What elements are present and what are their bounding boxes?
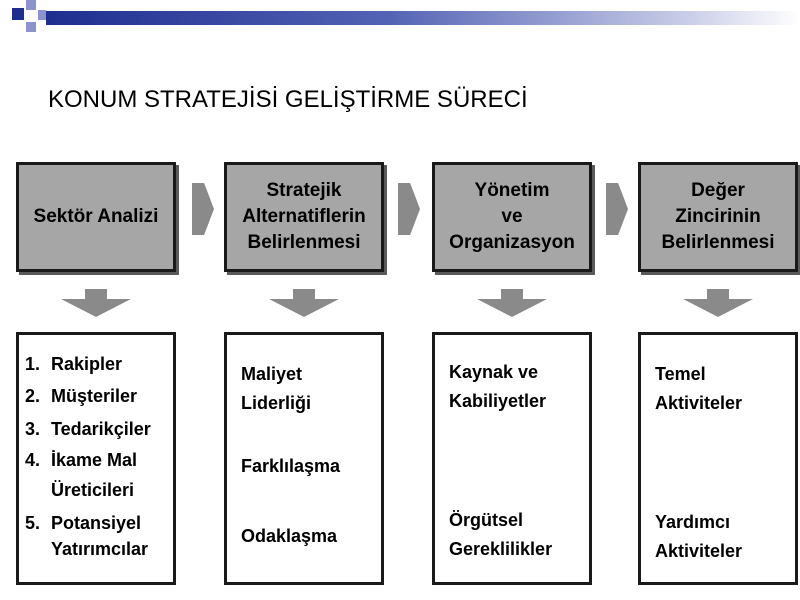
stage-heading-line: Değer bbox=[691, 180, 745, 202]
right-arrow-icon bbox=[398, 183, 420, 235]
detail-item-text: Liderliği bbox=[241, 393, 312, 414]
stage-heading-line: Organizasyon bbox=[449, 231, 575, 253]
list-item-number: 2. bbox=[25, 386, 41, 406]
detail-item-text: Kaynak ve bbox=[449, 362, 539, 382]
detail-item-text: Farklılaşma bbox=[241, 456, 341, 476]
list-item-text: Potansiyel bbox=[51, 513, 142, 533]
stage-heading-line: Sektör Analizi bbox=[33, 206, 159, 228]
stage-2-detail-box bbox=[224, 332, 384, 585]
stage-3-detail-box bbox=[432, 332, 592, 585]
detail-item-text: Odaklaşma bbox=[241, 526, 338, 546]
list-item bbox=[25, 512, 141, 535]
detail-item-text: Aktiviteler bbox=[655, 541, 743, 562]
stage-2-heading-box bbox=[224, 162, 384, 272]
detail-item-text: Gereklilikler bbox=[449, 539, 553, 560]
detail-item bbox=[241, 525, 337, 548]
stage-1-heading-box bbox=[16, 162, 176, 272]
list-item-number: 5. bbox=[25, 513, 41, 533]
list-item-number: 4. bbox=[25, 450, 41, 470]
down-arrow-icon bbox=[61, 289, 131, 317]
down-arrow-icon bbox=[477, 289, 547, 317]
right-arrow-icon bbox=[192, 183, 214, 235]
detail-item bbox=[655, 511, 742, 564]
detail-item-text: Örgütsel bbox=[449, 510, 524, 530]
detail-item-text: Yardımcı bbox=[655, 512, 731, 532]
stage-heading-line: Stratejik bbox=[266, 180, 342, 202]
slide-title: KONUM STRATEJİSİ GELİŞTİRME SÜRECİ bbox=[48, 86, 528, 113]
stage-heading-line: ve bbox=[501, 206, 523, 228]
list-item-text: Müşteriler bbox=[51, 386, 138, 406]
stage-4-detail-box bbox=[638, 332, 798, 585]
detail-item-text: Aktiviteler bbox=[655, 393, 743, 414]
detail-item bbox=[241, 455, 340, 478]
list-item-number: 1. bbox=[25, 354, 41, 374]
down-arrow-icon bbox=[683, 289, 753, 317]
list-item-number: 3. bbox=[25, 419, 41, 439]
stage-3-heading-box bbox=[432, 162, 592, 272]
list-item bbox=[25, 385, 137, 408]
stage-heading-line: Alternatiflerin bbox=[242, 206, 366, 228]
stage-4-heading-box bbox=[638, 162, 798, 272]
list-item bbox=[25, 353, 122, 376]
stage-1-detail-box bbox=[16, 332, 176, 585]
detail-item bbox=[241, 363, 311, 416]
right-arrow-icon bbox=[606, 183, 628, 235]
list-item-text: Rakipler bbox=[51, 354, 123, 374]
list-item-text: Tedarikçiler bbox=[51, 419, 151, 439]
list-item bbox=[25, 418, 151, 441]
detail-item bbox=[655, 363, 742, 416]
detail-item-text: Maliyet bbox=[241, 364, 303, 384]
list-item-text: Üreticileri bbox=[51, 480, 135, 500]
list-item-text: İkame Mal bbox=[51, 450, 138, 470]
list-item-text: Yatırımcılar bbox=[51, 539, 149, 559]
stage-heading-line: Zincirinin bbox=[675, 206, 761, 228]
stage-heading-line: Yönetim bbox=[474, 180, 550, 202]
list-item bbox=[25, 449, 137, 472]
stage-heading-line: Belirlenmesi bbox=[661, 231, 775, 253]
detail-item-text: Temel bbox=[655, 364, 706, 384]
detail-item bbox=[449, 361, 546, 414]
stage-heading-line: Belirlenmesi bbox=[247, 231, 361, 253]
detail-item-text: Kabiliyetler bbox=[449, 391, 547, 412]
detail-item bbox=[449, 509, 552, 562]
down-arrow-icon bbox=[269, 289, 339, 317]
